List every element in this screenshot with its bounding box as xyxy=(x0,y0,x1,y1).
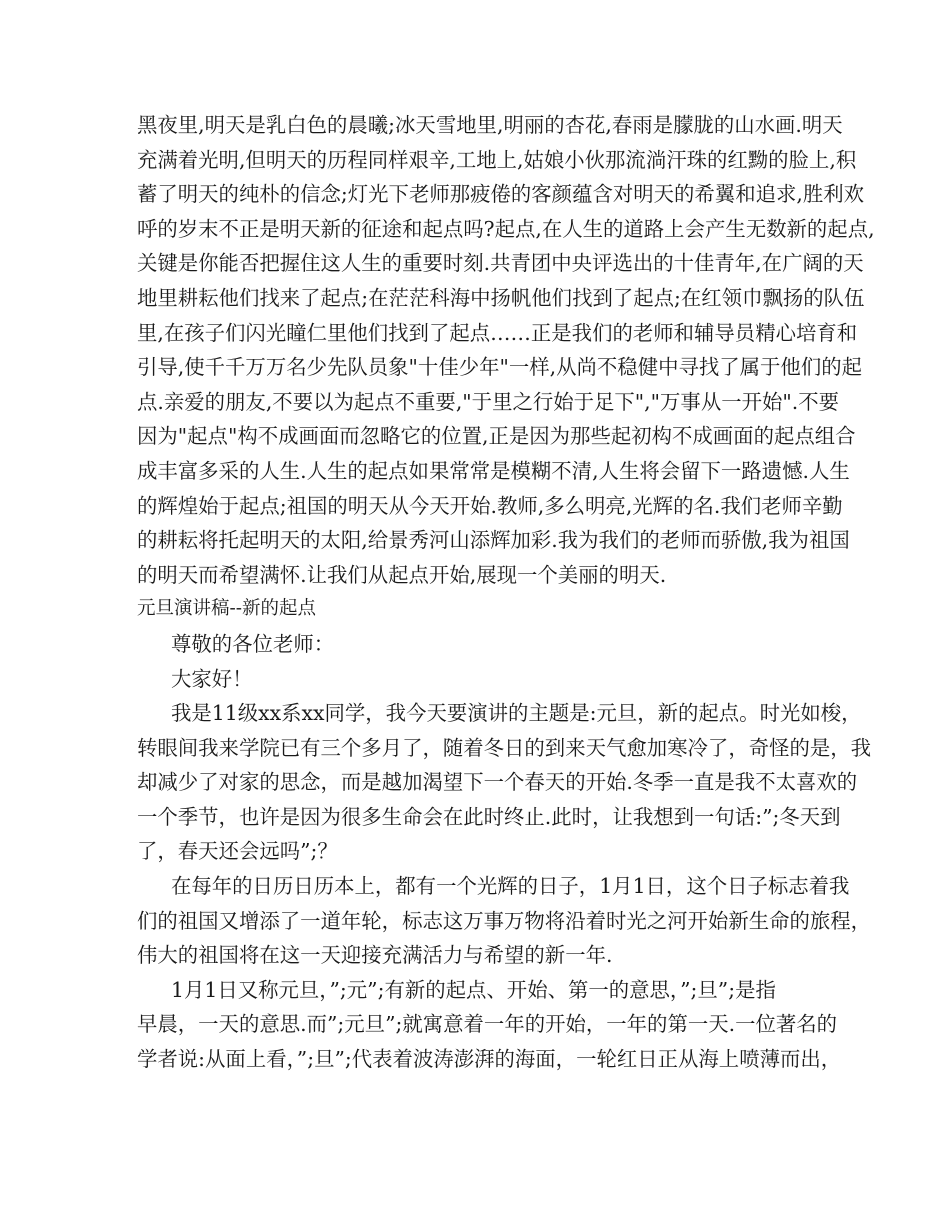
salutation: 尊敬的各位老师： xyxy=(171,631,335,656)
paragraph-1-line: 的明天而希望满怀.让我们从起点开始,展现一个美丽的明天. xyxy=(137,562,667,587)
paragraph-1-line: 的耕耘将托起明天的太阳,给景秀河山添辉加彩.我为我们的老师而骄傲,我为祖国 xyxy=(137,528,850,553)
paragraph-3-line: 伟大的祖国将在这一天迎接充满活力与希望的新一年. xyxy=(137,943,613,968)
paragraph-1-line: 引导,使千千万万名少先队员象"十佳少年"一样,从尚不稳健中寻找了属于他们的起 xyxy=(137,355,862,380)
document-title: 元旦演讲稿--新的起点 xyxy=(137,598,317,620)
paragraph-1-line: 蓄了明天的纯朴的信念;灯光下老师那疲倦的客颜蕴含对明天的希翼和追求,胜利欢 xyxy=(137,182,865,207)
paragraph-4-line: 早晨，一天的意思.而”;元旦”;就寓意着一年的开始，一年的第一天.一位著名的 xyxy=(137,1012,838,1037)
paragraph-4-line: 1月1日又称元旦，”;元”;有新的起点、开始、第一的意思，”;旦”;是指 xyxy=(171,977,776,1002)
paragraph-1-line: 点.亲爱的朋友,不要以为起点不重要,"于里之行始于足下","万事从一开始".不要 xyxy=(137,389,840,414)
paragraph-1-line: 因为"起点"构不成画面而忽略它的位置,正是因为那些起初构不成画面的起点组合 xyxy=(137,424,856,449)
paragraph-2-line: 我是11级xx系xx同学，我今天要演讲的主题是:元旦，新的起点。时光如梭， xyxy=(171,701,862,726)
paragraph-4-line: 学者说:从面上看，”;旦”;代表着波涛澎湃的海面，一轮红日正从海上喷薄而出， xyxy=(137,1047,842,1072)
paragraph-1-line: 充满着光明,但明天的历程同样艰辛,工地上,姑娘小伙那流淌汗珠的红黝的脸上,积 xyxy=(137,147,857,172)
paragraph-2-line: 转眼间我来学院已有三个多月了，随着冬日的到来天气愈加寒冷了，奇怪的是，我 xyxy=(137,735,872,760)
paragraph-2-line: 却减少了对家的思念，而是越加渴望下一个春天的开始.冬季一直是我不太喜欢的 xyxy=(137,770,858,795)
paragraph-2-line: 一个季节，也许是因为很多生命会在此时终止.此时，让我想到一句话:”;冬天到 xyxy=(137,804,841,829)
paragraph-2-line: 了，春天还会远吗”;？ xyxy=(137,839,338,864)
paragraph-1-line: 黑夜里,明天是乳白色的晨曦;冰天雪地里,明丽的杏花,春雨是朦胧的山水画.明天 xyxy=(137,113,843,137)
paragraph-1-line: 呼的岁末不正是明天新的征途和起点吗?起点,在人生的道路上会产生无数新的起点, xyxy=(137,216,875,241)
paragraph-1-line: 成丰富多采的人生.人生的起点如果常常是模糊不清,人生将会留下一路遗憾.人生 xyxy=(137,458,850,483)
paragraph-1-line: 关键是你能否把握住这人生的重要时刻.共青团中央评选出的十佳青年,在广阔的天 xyxy=(137,251,864,276)
greeting: 大家好！ xyxy=(171,666,253,691)
paragraph-3-line: 们的祖国又增添了一道年轮，标志这万事万物将沿着时光之河开始新生命的旅程， xyxy=(137,908,872,933)
paragraph-1-line: 的辉煌始于起点;祖国的明天从今天开始.教师,多么明亮,光辉的名.我们老师辛勤 xyxy=(137,493,843,518)
document-body xyxy=(137,108,875,1077)
paragraph-1-line: 地里耕耘他们找来了起点;在茫茫科海中扬帆他们找到了起点;在红领巾飘扬的队伍 xyxy=(137,285,865,310)
paragraph-3-line: 在每年的日历日历本上，都有一个光辉的日子，1月1日，这个日子标志着我 xyxy=(171,874,850,899)
paragraph-1-line: 里,在孩子们闪光瞳仁里他们找到了起点……正是我们的老师和辅导员精心培育和 xyxy=(137,320,858,345)
